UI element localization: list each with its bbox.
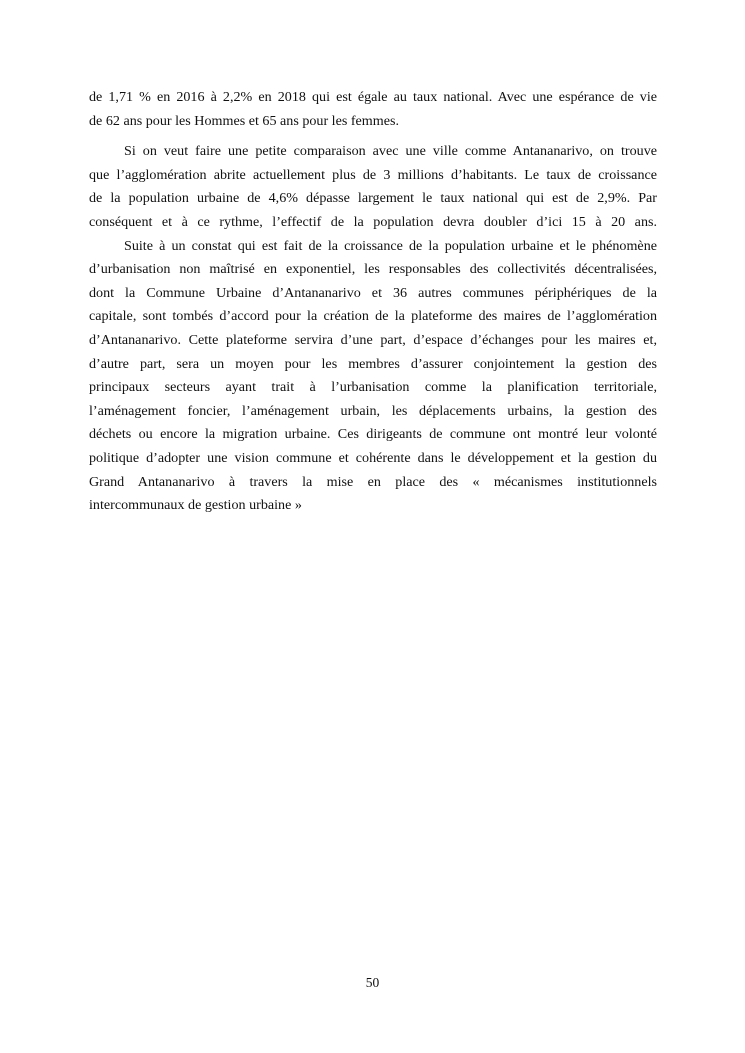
text-line: d’autre part, sera un moyen pour les membres d’assurer conjointement la gestion des [89,355,657,372]
text-line: que l’agglomération abrite actuellement plus de 3 millions d’habitants. Le taux de croissance [89,166,657,183]
text-line: d’Antananarivo. Cette plateforme servira d’une part, d’espace d’échanges pour les maires et, [89,331,657,348]
text-line: Suite à un constat qui est fait de la croissance de la population urbaine et le phénomène [124,237,657,254]
text-line: intercommunaux de gestion urbaine » [89,497,302,514]
text-line: de la population urbaine de 4,6% dépasse largement le taux national qui est de 2,9%. Par [89,190,657,207]
text-line: d’urbanisation non maîtrisé en exponentiel, les responsables des collectivités décentralisées, [89,261,657,278]
text-line: Grand Antananarivo à travers la mise en place des « mécanismes institutionnels [89,473,657,490]
text-line: conséquent et à ce rythme, l’effectif de la population devra doubler d’ici 15 à 20 ans. [89,213,657,230]
text-line: dont la Commune Urbaine d’Antananarivo et 36 autres communes périphériques de la [89,284,657,301]
text-line: l’aménagement foncier, l’aménagement urbain, les déplacements urbains, la gestion des [89,402,657,419]
paragraph-1 [89,86,657,133]
body-text [89,86,657,518]
text-line: déchets ou encore la migration urbaine. Ces dirigeants de commune ont montré leur volonté [89,426,657,443]
text-line: politique d’adopter une vision commune et cohérente dans le développement et la gestion du [89,449,657,466]
text-line: principaux secteurs ayant trait à l’urbanisation comme la planification territoriale, [89,379,657,396]
text-line: de 1,71 % en 2016 à 2,2% en 2018 qui est égale au taux national. Avec une espérance de vie [89,89,657,105]
paragraph-2 [89,140,657,518]
text-line: de 62 ans pour les Hommes et 65 ans pour les femmes. [89,112,400,129]
text-line: Si on veut faire une petite comparaison avec une ville comme Antananarivo, on trouve [124,143,657,160]
text-line: capitale, sont tombés d’accord pour la création de la plateforme des maires de l’agglomération [89,308,657,325]
page-number: 50 [365,975,380,990]
